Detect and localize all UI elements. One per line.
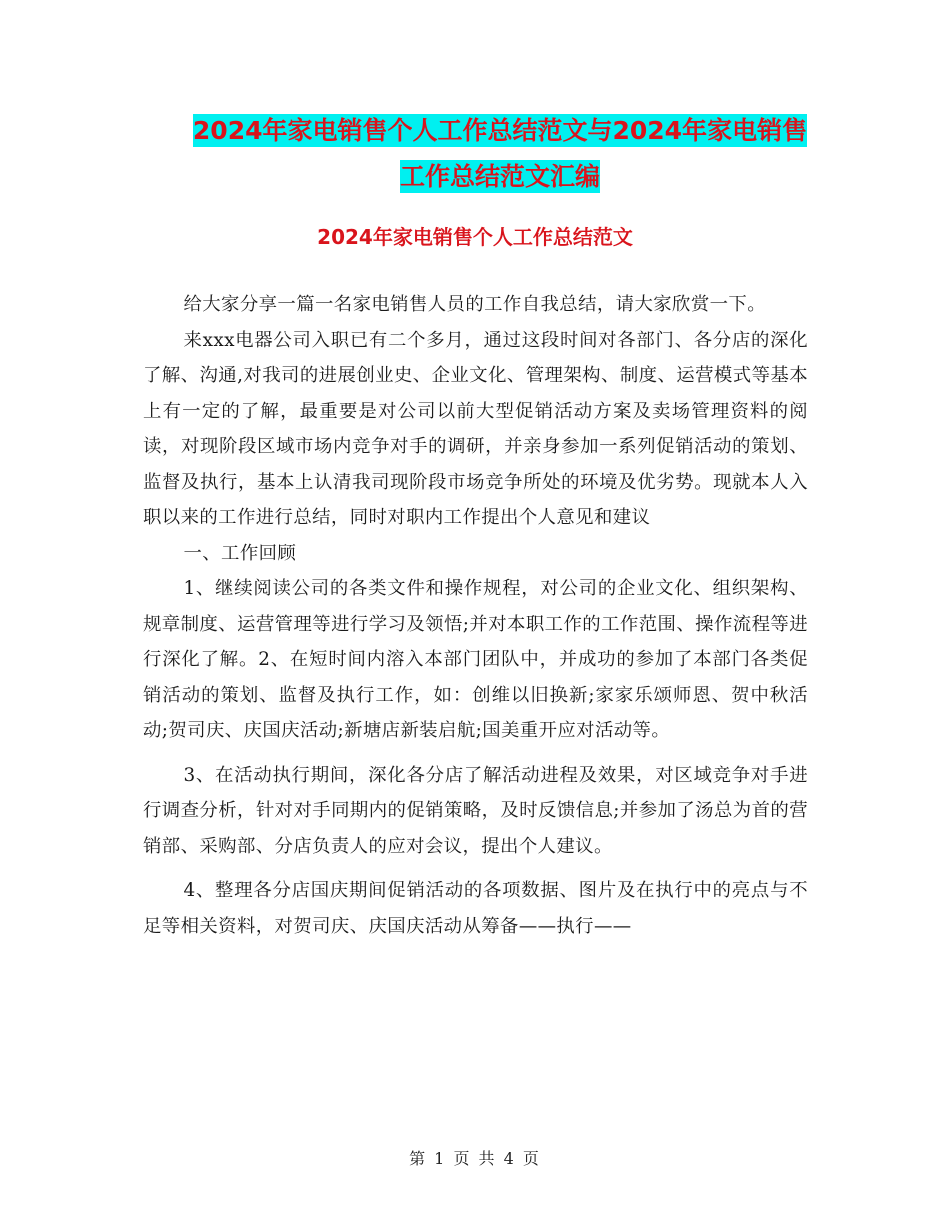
body-text [143,287,808,944]
heading-work-review: 一、工作回顾 [183,542,297,564]
document-title-line-2: 工作总结范文汇编 [399,162,600,191]
paragraph-intro: 给大家分享一篇一名家电销售人员的工作自我总结，请大家欣赏一下。 [183,294,766,315]
section-title: 2024年家电销售个人工作总结范文 [317,225,633,249]
paragraph-item-4: 4、整理各分店国庆期间促销活动的各项数据、图片及在执行中的亮点与不足等相关资料，对贺司庆、庆国庆活动从筹备——执行—— [143,880,808,937]
page-footer: 第 1 页 共 4 页 [409,1149,541,1168]
paragraph-item-3: 3、在活动执行期间，深化各分店了解活动进程及效果，对区域竞争对手进行调查分析，针对对手同期内的促销策略，及时反馈信息;并参加了汤总为首的营销部、采购部、分店负责人的应对会议，提出个人建议。 [143,764,808,857]
paragraph-item-1-2: 1、继续阅读公司的各类文件和操作规程，对公司的企业文化、组织架构、规章制度、运营管理等进行学习及领悟;并对本职工作的工作范围、操作流程等进行深化了解。2、在短时间内溶入本部门团队中，并成功的参加了本部门各类促销活动的策划、监督及执行工作，如：创维以旧换新;家家乐颂师恩、贺中秋活动;贺司庆、庆国庆活动;新塘店新装启航;国美重开应对活动等。 [143,578,808,741]
document-title-line-1: 2024年家电销售个人工作总结范文与2024年家电销售 [192,116,808,145]
document-title [140,108,860,200]
paragraph-overview: 来xxx电器公司入职已有二个多月，通过这段时间对各部门、各分店的深化了解、沟通,对我司的进展创业史、企业文化、管理架构、制度、运营模式等基本上有一定的了解，最重要是对公司以前大型促销活动方案及卖场管理资料的阅读，对现阶段区域市场内竞争对手的调研，并亲身参加一系列促销活动的策划、监督及执行，基本上认清我司现阶段市场竞争所处的环境及优劣势。现就本人入职以来的工作进行总结，同时对职内工作提出个人意见和建议 [143,329,808,528]
